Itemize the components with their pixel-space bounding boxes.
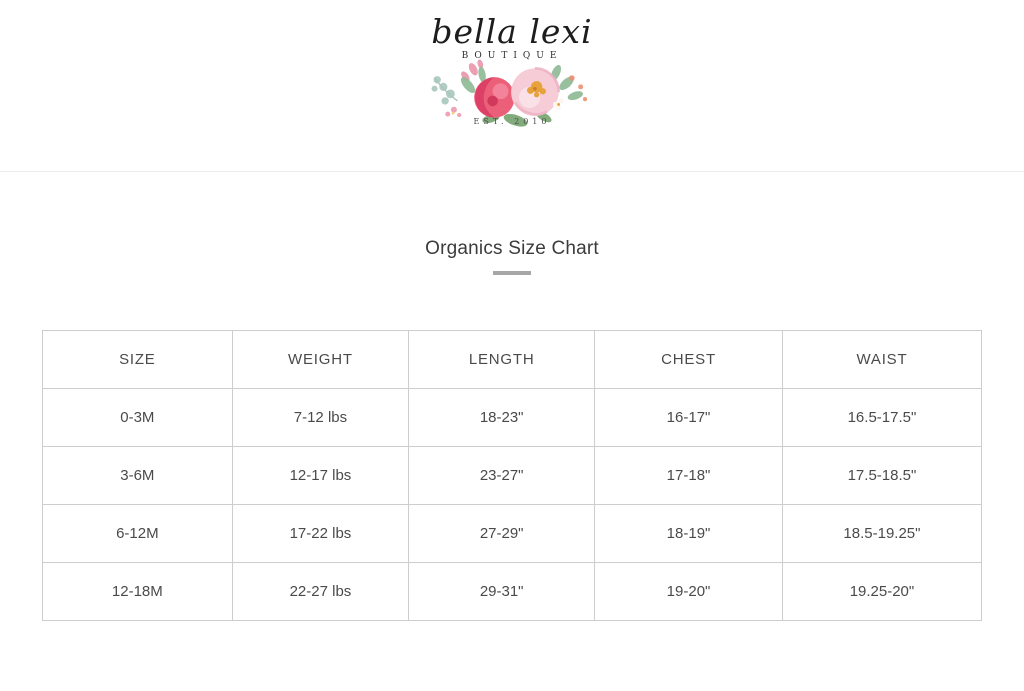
table-cell: 12-18M	[43, 563, 233, 621]
table-cell: 7-12 lbs	[232, 389, 409, 447]
column-header-chest: CHEST	[595, 331, 783, 389]
table-cell: 0-3M	[43, 389, 233, 447]
title-underline	[493, 271, 531, 275]
table-cell: 19.25-20"	[782, 563, 981, 621]
table-row	[43, 563, 982, 621]
table-cell: 19-20"	[595, 563, 783, 621]
logo-established-text: EST. 2010	[473, 117, 551, 126]
column-header-length: LENGTH	[409, 331, 595, 389]
table-cell: 22-27 lbs	[232, 563, 409, 621]
table-cell: 29-31"	[409, 563, 595, 621]
page-title: Organics Size Chart	[425, 238, 599, 259]
table-cell: 23-27"	[409, 447, 595, 505]
table-cell: 18.5-19.25"	[782, 505, 981, 563]
table-cell: 18-19"	[595, 505, 783, 563]
column-header-weight: WEIGHT	[232, 331, 409, 389]
table-cell: 17-22 lbs	[232, 505, 409, 563]
table-cell: 18-23"	[409, 389, 595, 447]
table-row	[43, 389, 982, 447]
table-header-row	[43, 331, 982, 389]
table-cell: 16.5-17.5"	[782, 389, 981, 447]
logo-script-text: bella lexi	[431, 12, 593, 51]
logo-subtitle: BOUTIQUE	[461, 51, 563, 61]
table-cell: 17.5-18.5"	[782, 447, 981, 505]
size-chart-table	[42, 330, 982, 621]
column-header-waist: WAIST	[782, 331, 981, 389]
table-cell: 12-17 lbs	[232, 447, 409, 505]
table-cell: 6-12M	[43, 505, 233, 563]
site-header	[0, 0, 1024, 172]
table-cell: 27-29"	[409, 505, 595, 563]
boutique-logo[interactable]	[392, 14, 632, 144]
table-row	[43, 447, 982, 505]
column-header-size: SIZE	[43, 331, 233, 389]
table-cell: 16-17"	[595, 389, 783, 447]
table-cell: 17-18"	[595, 447, 783, 505]
table-cell: 3-6M	[43, 447, 233, 505]
table-row	[43, 505, 982, 563]
